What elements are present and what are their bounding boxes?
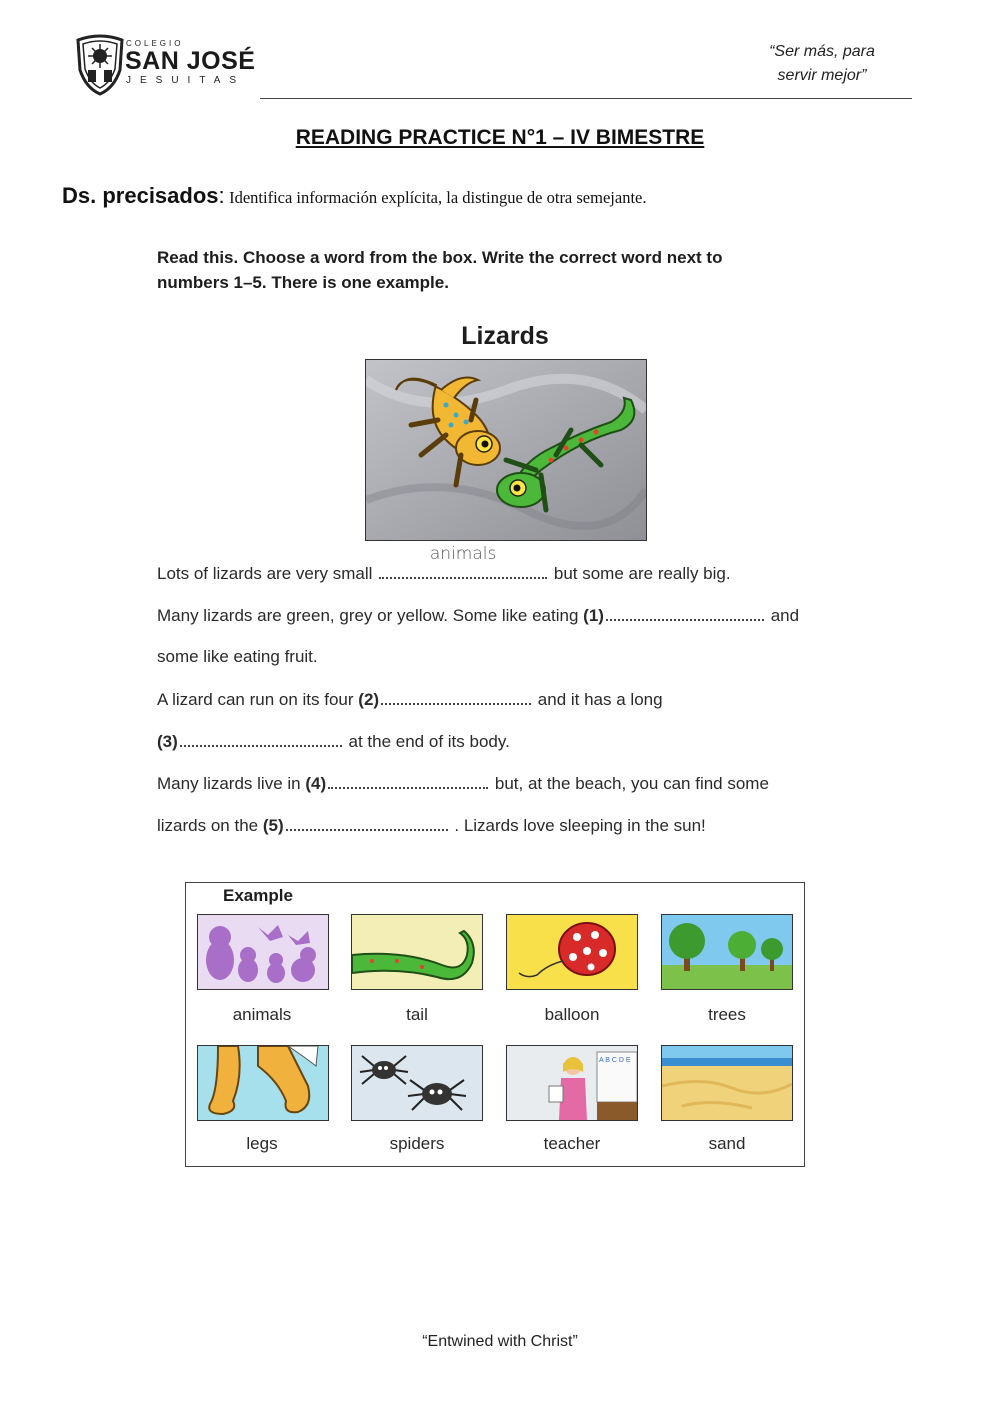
blank-number-1: (1) [583, 606, 604, 625]
word-teacher: teacher [543, 1134, 601, 1153]
story-text: and it has a long [537, 690, 663, 709]
story-text: but, at the beach, you can find some [494, 774, 769, 793]
story-line-5 [157, 731, 510, 752]
footer-motto: “Entwined with Christ” [422, 1333, 578, 1350]
header-divider [260, 98, 912, 99]
story-text: and [770, 606, 800, 625]
example-answer-blank [379, 544, 547, 579]
answer-blank-1[interactable] [606, 605, 764, 621]
answer-blank-3[interactable] [180, 731, 342, 747]
story-text: A lizard can run on its four [157, 690, 354, 709]
word-trees: trees [708, 1005, 746, 1024]
school-motto [742, 40, 902, 88]
story-line-6 [157, 773, 769, 794]
answer-blank-2[interactable] [381, 689, 531, 705]
word-balloon: balloon [544, 1005, 600, 1024]
legs-picture-icon [197, 1045, 329, 1121]
logo-college-text: COLEGIO [126, 39, 184, 48]
story-line-7 [157, 815, 706, 836]
word-tail: tail [406, 1005, 428, 1024]
skill-colon: : [218, 183, 225, 208]
blank-number-3: (3) [157, 732, 178, 751]
logo-jesuitas-text: JESUITAS [126, 75, 246, 86]
skill-label: Ds. precisados [62, 183, 219, 208]
example-answer: animals [429, 544, 497, 564]
story-title: Lizards [461, 322, 549, 350]
blank-number-4: (4) [305, 774, 327, 793]
word-legs: legs [246, 1134, 278, 1153]
word-sand: sand [708, 1134, 746, 1153]
story-text: Many lizards are green, grey or yellow. Some like eating [157, 606, 579, 625]
blank-number-2: (2) [358, 690, 380, 709]
skill-statement [62, 183, 646, 209]
page-title: READING PRACTICE N°1 – IV BIMESTRE [295, 126, 705, 149]
story-line-4 [157, 689, 663, 710]
instructions [157, 245, 817, 295]
instructions-line-1: Read this. Choose a word from the box. Write the correct word next to [157, 248, 723, 267]
shield-emblem-icon [74, 34, 126, 96]
instructions-line-2: numbers 1–5. There is one example. [157, 273, 449, 292]
story-text: Many lizards live in [157, 774, 301, 793]
example-label: Example [223, 886, 293, 905]
blank-number-5: (5) [262, 816, 284, 835]
story-line-1 [157, 544, 731, 584]
story-text: but some are really big. [553, 564, 731, 583]
story-text: Lots of lizards are very small [157, 564, 373, 583]
story-text: at the end of its body. [348, 732, 510, 751]
balloon-picture-icon [506, 914, 638, 990]
sand-picture-icon [661, 1045, 793, 1121]
lizards-illustration [365, 359, 647, 541]
animals-picture-icon [197, 914, 329, 990]
motto-line-1: “Ser más, para [769, 43, 875, 60]
answer-blank-5[interactable] [286, 815, 448, 831]
answer-blank-4[interactable] [328, 773, 488, 789]
motto-line-2: servir mejor” [777, 67, 867, 84]
spiders-picture-icon [351, 1045, 483, 1121]
word-animals: animals [232, 1005, 292, 1024]
word-spiders: spiders [389, 1134, 445, 1153]
tail-picture-icon [351, 914, 483, 990]
logo-school-name: SAN JOSÉ [125, 47, 256, 75]
story-line-2 [157, 605, 799, 626]
svg-text:A B C D E: A B C D E [599, 1057, 631, 1064]
teacher-picture-icon [506, 1045, 638, 1121]
story-text: some like eating fruit. [157, 647, 318, 666]
story-text: lizards on the [157, 816, 259, 835]
trees-picture-icon [661, 914, 793, 990]
story-line-3 [157, 647, 318, 667]
skill-text: Identifica información explícita, la distingue de otra semejante. [229, 188, 647, 207]
story-text: . Lizards love sleeping in the sun! [454, 816, 706, 835]
